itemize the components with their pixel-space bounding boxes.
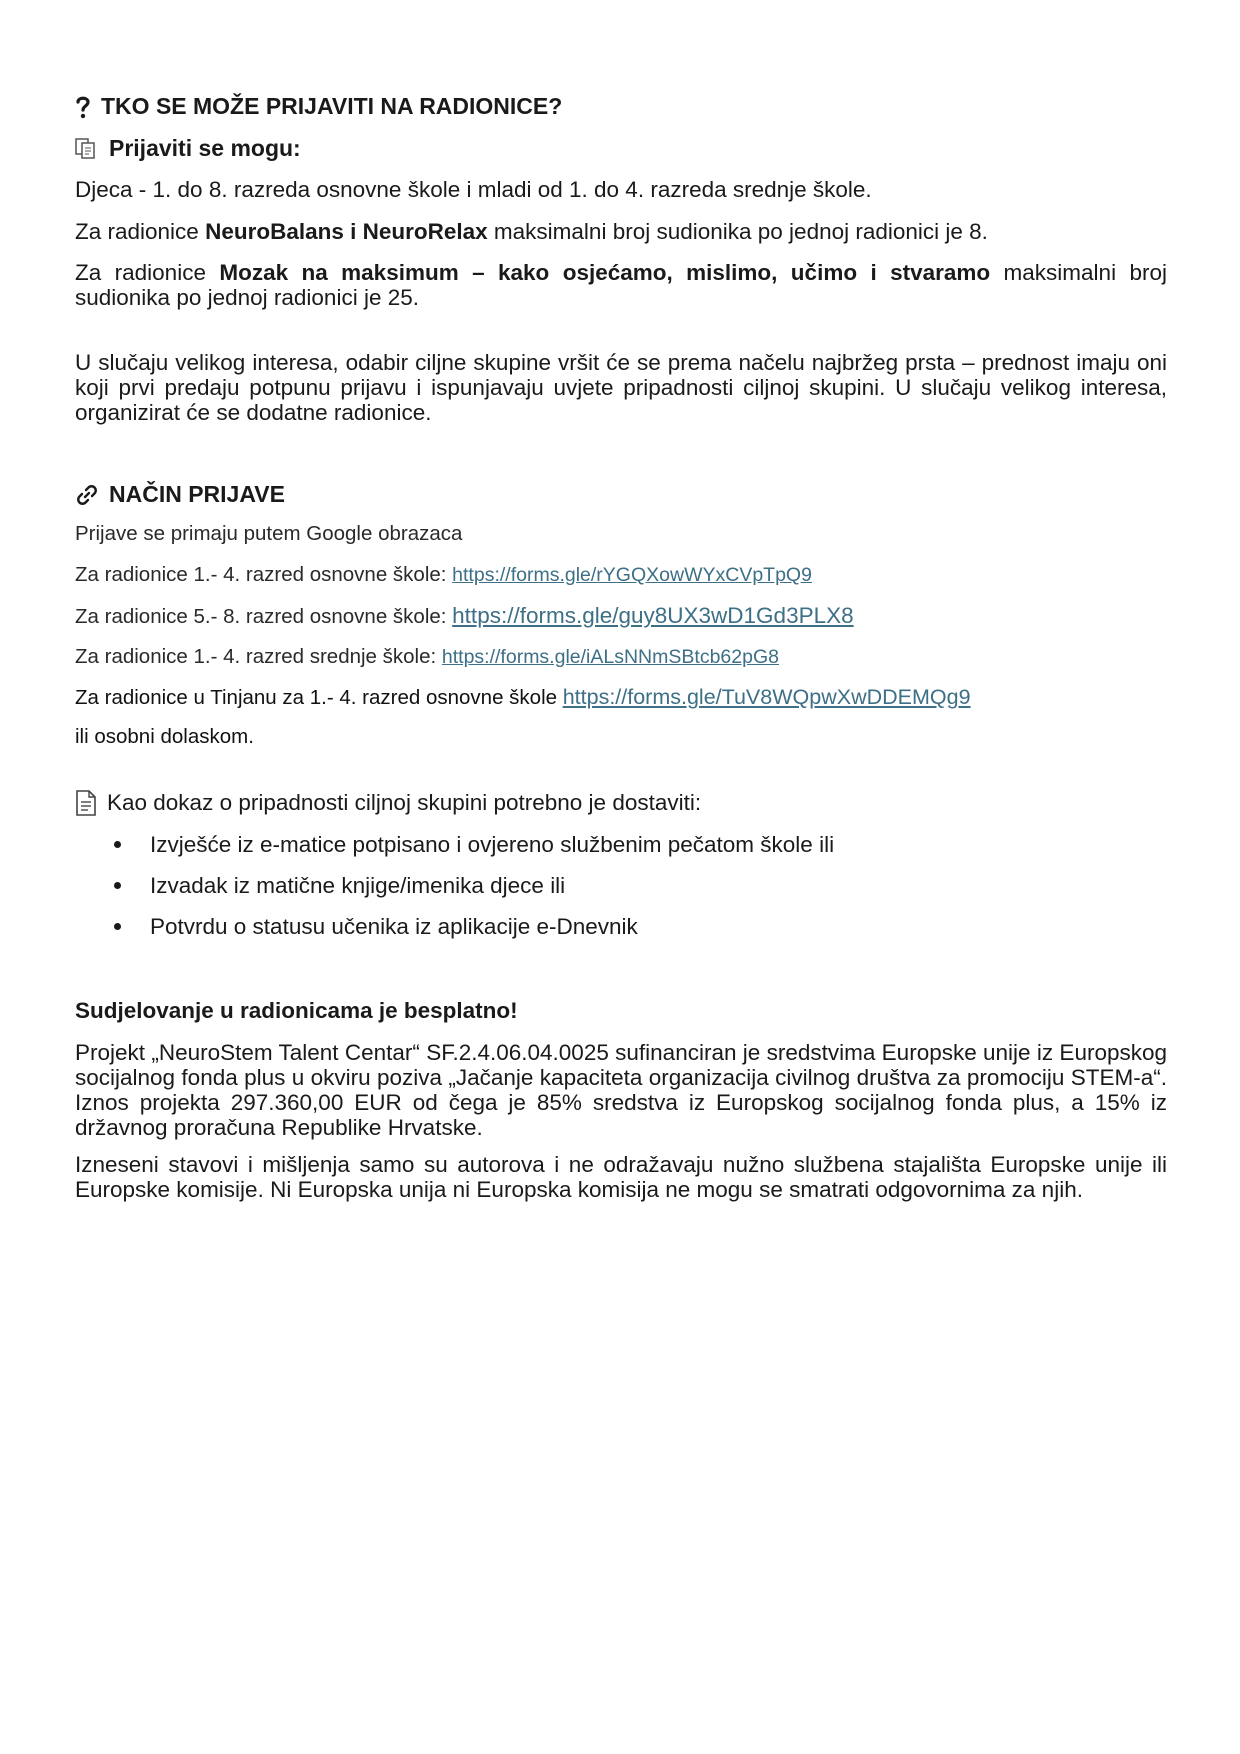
neurobalans-paragraph: Za radionice NeuroBalans i NeuroRelax maksimalni broj sudionika po jednoj radionici je 8. bbox=[75, 219, 988, 244]
form-link-ss-1-4[interactable]: https://forms.gle/iALsNNmSBtcb62pG8 bbox=[441, 646, 779, 668]
proof-list bbox=[75, 832, 1167, 955]
form-link-os-1-4[interactable]: https://forms.gle/rYGQXowWYxCVpTpQ9 bbox=[452, 564, 812, 586]
question-mark-icon bbox=[75, 95, 91, 119]
form-link-tinjan[interactable]: https://forms.gle/TuV8WQpwXwDDEMQg9 bbox=[562, 685, 971, 709]
free-participation: Sudjelovanje u radionicama je besplatno! bbox=[75, 998, 518, 1023]
link-icon bbox=[75, 483, 99, 507]
subtitle: Prijaviti se mogu: bbox=[109, 135, 301, 161]
proof-title: Kao dokaz o pripadnosti ciljnoj skupini potrebno je dostaviti: bbox=[107, 790, 702, 815]
proof-heading bbox=[75, 790, 1167, 816]
section-heading-eligibility bbox=[75, 93, 1167, 120]
form-row-ss-1-4: Za radionice 1.- 4. razred srednje škole: https://forms.gle/iALsNNmSBtcb62pG8 bbox=[75, 645, 779, 668]
form-row-tinjan: Za radionice u Tinjanu za 1.- 4. razred osnovne škole https://forms.gle/TuV8WQpwXwDDEMQg9 bbox=[75, 685, 971, 709]
section-heading-application bbox=[75, 481, 1167, 508]
section-title: NAČIN PRIJAVE bbox=[109, 481, 285, 507]
subheading-who-can-apply bbox=[75, 135, 1167, 162]
interest-paragraph: U slučaju velikog interesa, odabir ciljne skupine vršit će se prema načelu najbržeg prsta – prednost imaju oni koji prvi predaju potpunu prijavu i ispunjavaju uvjete pripadnosti ciljnoj skupini. U slučaju velikog interesa, organizirat će se dodatne radionice. bbox=[75, 350, 1167, 425]
list-item: Potvrdu o statusu učenika iz aplikacije e-Dnevnik bbox=[75, 914, 1167, 955]
list-item: Izvadak iz matične knjige/imenika djece ili bbox=[75, 873, 1167, 914]
list-item: Izvješće iz e-matice potpisano i ovjereno službenim pečatom škole ili bbox=[75, 832, 1167, 873]
form-row-os-5-8: Za radionice 5.- 8. razred osnovne škole: https://forms.gle/guy8UX3wD1Gd3PLX8 bbox=[75, 603, 854, 628]
eligibility-text: Djeca - 1. do 8. razreda osnovne škole i mladi od 1. do 4. razreda srednje škole. bbox=[75, 177, 872, 202]
mozak-paragraph: Za radionice Mozak na maksimum – kako osjećamo, mislimo, učimo i stvaramo maksimalni broj sudionika po jednoj radionici je 25. bbox=[75, 260, 1167, 310]
application-outro: ili osobni dolaskom. bbox=[75, 725, 254, 748]
disclaimer-paragraph: Izneseni stavovi i mišljenja samo su autorova i ne odražavaju nužno službena stajališta Europske unije ili Europske komisije. Ni Europska unija ni Europska komisija ne mogu se smatrati odgovornima za njih. bbox=[75, 1152, 1167, 1202]
documents-icon bbox=[75, 138, 99, 160]
document-icon bbox=[75, 790, 97, 816]
section-title: TKO SE MOŽE PRIJAVITI NA RADIONICE? bbox=[101, 93, 563, 119]
form-row-os-1-4: Za radionice 1.- 4. razred osnovne škole: https://forms.gle/rYGQXowWYxCVpTpQ9 bbox=[75, 563, 812, 586]
application-intro: Prijave se primaju putem Google obrazaca bbox=[75, 522, 463, 545]
form-link-os-5-8[interactable]: https://forms.gle/guy8UX3wD1Gd3PLX8 bbox=[452, 603, 854, 628]
project-funding-paragraph: Projekt „NeuroStem Talent Centar“ SF.2.4.06.04.0025 sufinanciran je sredstvima Europske unije iz Europskog socijalnog fonda plus u okviru poziva „Jačanje kapaciteta organizacija civilnog društva za promociju STEM-a“. Iznos projekta 297.360,00 EUR od čega je 85% sredstva iz Europskog socijalnog fonda plus, a 15% iz državnog proračuna Republike Hrvatske. bbox=[75, 1040, 1167, 1140]
